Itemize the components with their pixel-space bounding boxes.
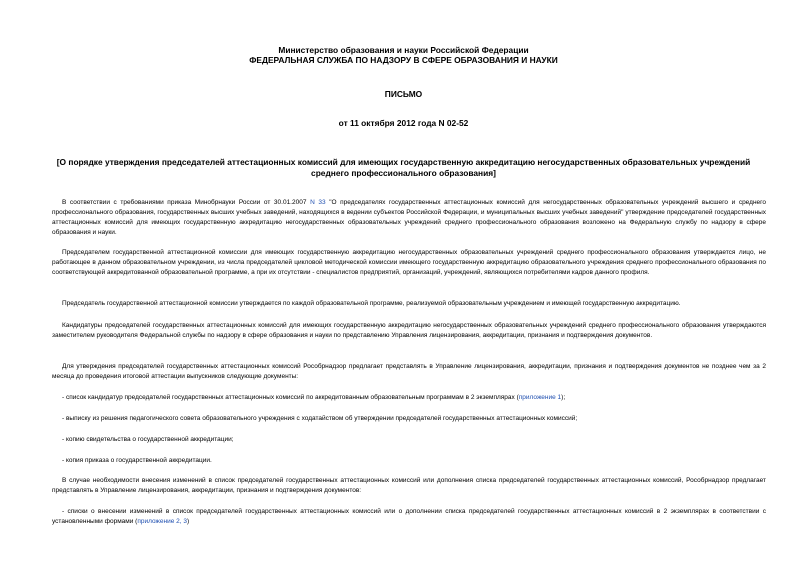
order-33-link[interactable]: N 33: [310, 199, 326, 206]
paragraph-1-text-b: "О председателях государственных аттестационных комиссий для негосударственных образовательных учреждений высшего и среднего профессионального образования, государственных высших учебных заведений, находящихся в ведении субъектов Российской Федерации, и муниципальных высших учебных заведений" утверждение председателей государственных аттестационных комиссий для имеющих государственную аккредитацию негосударственных образовательных учреждений среднего профессионального образования возложено на Федеральную службу по надзору в сфере образования и науки.: [52, 199, 766, 236]
list-item-1: [52, 393, 766, 403]
list-item-3: - копию свидетельства о государственной аккредитации;: [62, 436, 234, 443]
paragraph-1-text-a: В соответствии с требованиями приказа Минобрнауки России от 30.01.2007: [62, 199, 307, 206]
list-item-1-text-a: - список кандидатур председателей государственных аттестационных комиссий по аккредитованным образовательным программам в 2 экземплярах (: [62, 394, 519, 401]
paragraph-1: [52, 198, 766, 238]
ministry-heading: Министерство образования и науки Российской Федерации: [278, 45, 529, 55]
document-type: ПИСЬМО: [384, 89, 423, 99]
list-item-4: - копия приказа о государственной аккредитации.: [62, 457, 212, 464]
list-item-2: - выписку из решения педагогического совета образовательного учреждения с ходатайством об утверждении председателей государственных аттестационных комиссий;: [62, 415, 578, 422]
paragraph-6: В случае необходимости внесения изменений в список председателей государственных аттестационных комиссий или дополнения списка председателей государственных аттестационных комиссий, Рособрнадзор предлагает представлять в Управление лицензирования, аккредитации, признания и подтверждения документов:: [52, 477, 766, 494]
list-item-1-text-b: );: [561, 394, 566, 401]
list-item-5-text-b: ): [186, 518, 190, 525]
paragraph-3: Председатель государственной аттестационной комиссии утверждается по каждой образовательной программе, реализуемой образовательным учреждением и имеющей государственную аккредитацию.: [62, 300, 681, 307]
appendix-2-3-link[interactable]: приложение 2, 3: [137, 518, 187, 525]
paragraph-5: Для утверждения председателей государственных аттестационных комиссий Рособрнадзор предлагает представлять в Управление лицензирования, аккредитации, признания и подтверждения документов не позднее чем за 2 месяца до проведения итоговой аттестации выпускников следующие документы:: [52, 363, 766, 380]
list-item-5-text-a: - списки о внесении изменений в список председателей государственных аттестационных комиссий или о дополнении списка председателей государственных аттестационных комиссий в 2 экземплярах в соответствии с установленными формами (: [52, 508, 766, 525]
paragraph-4: Кандидатуры председателей государственных аттестационных комиссий для имеющих государственную аккредитацию негосударственных образовательных учреждений среднего профессионального образования утверждаются заместителем руководителя Федеральной службы по надзору в сфере образования и науки по представлению Управления лицензирования, аккредитации, признания и подтверждения документов.: [52, 322, 766, 339]
document-subject: [О порядке утверждения председателей аттестационных комиссий для имеющих государственную аккредитацию негосударственных образовательных учреждений среднего профессионального образования]: [56, 157, 751, 178]
paragraph-2: Председателем государственной аттестационной комиссии для имеющих государственную аккредитацию негосударственных образовательных учреждений среднего профессионального образования утверждается лицо, не работающее в данном образовательном учреждении, из числа председателей цикловой методической комиссии имеющего государственную аккредитацию образовательного учреждения среднего профессионального образования по соответствующей аккредитованной образовательной программе, а при их отсутствии - специалистов предприятий, организаций, учреждений, являющихся потребителями кадров данного профиля.: [52, 249, 766, 276]
service-heading: ФЕДЕРАЛЬНАЯ СЛУЖБА ПО НАДЗОРУ В СФЕРЕ ОБРАЗОВАНИЯ И НАУКИ: [249, 55, 558, 65]
date-number: от 11 октября 2012 года N 02-52: [338, 118, 469, 128]
appendix-1-link[interactable]: приложение 1: [518, 394, 562, 401]
list-item-5: [52, 507, 766, 527]
